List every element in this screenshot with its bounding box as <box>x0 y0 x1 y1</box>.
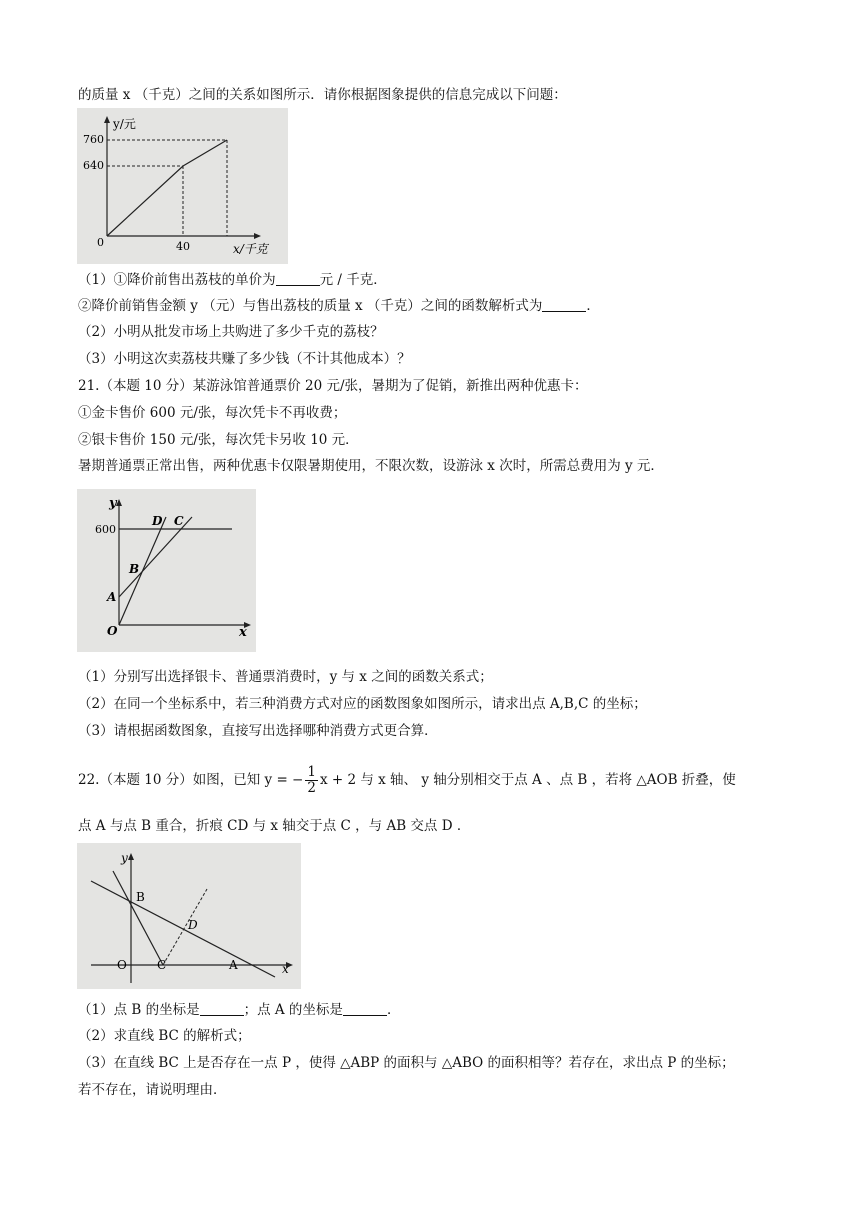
q20-x-axis-label: x/千克 <box>233 242 268 256</box>
q21-y-axis-label: y <box>109 496 117 511</box>
q22-point-b: B <box>136 890 145 904</box>
q22-part3-cont: 若不存在，请说明理由． <box>78 1082 227 1098</box>
q21-origin-label: O <box>107 624 118 638</box>
answer-blank[interactable] <box>200 1002 244 1016</box>
q22-point-a: A <box>229 958 238 972</box>
q20-part1b-end: ． <box>586 298 600 314</box>
q21-part2: （2）在同一个坐标系中，若三种消费方式对应的函数图象如图所示，请求出点 A,B,C 的坐标； <box>78 696 647 712</box>
q21-y-tick-600: 600 <box>95 523 116 536</box>
answer-blank[interactable] <box>276 272 320 286</box>
q21-graph <box>77 489 256 652</box>
q20-part2: （2）小明从批发市场上共购进了多少千克的荔枝？ <box>78 324 384 340</box>
q22-header <box>78 763 736 797</box>
q20-origin-label: 0 <box>97 236 104 249</box>
q21-part3: （3）请根据函数图象，直接写出选择哪种消费方式更合算． <box>78 723 438 739</box>
q20-part1b <box>78 297 600 315</box>
q20-part3: （3）小明这次卖荔枝共赚了多少钱（不计其他成本）？ <box>78 351 411 367</box>
q21-gold-card: ①金卡售价 600 元/张，每次凭卡不再收费； <box>78 405 347 421</box>
q22-origin-label: O <box>117 958 127 972</box>
q22-part1-text: （1）点 B 的坐标是 <box>78 1002 200 1018</box>
q21-part1: （1）分别写出选择银卡、普通票消费时，y 与 x 之间的函数关系式； <box>78 669 493 685</box>
q21-description: 暑期普通票正常出售，两种优惠卡仅限暑期使用，不限次数，设游泳 x 次时，所需总费用为 y 元． <box>78 458 664 474</box>
q20-part1a-unit: 元 / 千克． <box>319 272 387 288</box>
q21-silver-card: ②银卡售价 150 元/张，每次凭卡另收 10 元． <box>78 432 359 448</box>
q20-intro: 的质量 x （千克）之间的关系如图所示．请你根据图象提供的信息完成以下问题： <box>78 87 567 103</box>
q22-part1-mid: ；点 A 的坐标是 <box>243 1002 343 1018</box>
q22-x-axis-label: x <box>282 962 289 976</box>
q22-line2: 点 A 与点 B 重合，折痕 CD 与 x 轴交于点 C ，与 AB 交点 D ． <box>78 818 471 834</box>
q21-header: 21.（本题 10 分）某游泳馆普通票价 20 元/张，暑期为了促销，新推出两种优惠卡： <box>78 378 588 394</box>
q22-part3: （3）在直线 BC 上是否存在一点 P ，使得 △ABP 的面积与 △ABO 的面积相等？若存在，求出点 P 的坐标； <box>78 1055 735 1071</box>
answer-blank[interactable] <box>542 298 586 312</box>
q21-point-c: C <box>174 514 184 528</box>
q22-point-c: C <box>157 958 167 972</box>
q20-part1a <box>78 271 387 289</box>
answer-blank[interactable] <box>343 1002 387 1016</box>
q21-point-a: A <box>107 590 117 604</box>
q22-equation-tail: x + 2 与 x 轴、 y 轴分别相交于点 A 、点 B ，若将 △AOB 折叠，使 <box>319 772 736 788</box>
q21-point-b: B <box>129 562 140 576</box>
q20-part1b-text: ②降价前销售金额 y （元）与售出荔枝的质量 x （千克）之间的函数解析式为 <box>78 298 543 314</box>
q20-part1a-text: （1）①降价前售出荔枝的单价为 <box>78 272 276 288</box>
q22-equation-lead: 22.（本题 10 分）如图，已知 y = − <box>78 772 304 788</box>
q20-graph <box>77 108 288 264</box>
q22-graph <box>77 843 301 989</box>
q20-y-tick-760: 760 <box>83 133 104 146</box>
q21-point-d: D <box>152 514 163 528</box>
q22-part1 <box>78 1001 400 1019</box>
q22-y-axis-label: y <box>121 851 128 865</box>
fraction-one-half <box>305 765 318 796</box>
fraction-numerator: 1 <box>307 764 316 780</box>
q20-y-axis-label: y/元 <box>113 117 136 131</box>
q20-y-tick-640: 640 <box>83 159 104 172</box>
q20-x-tick-40: 40 <box>176 240 190 253</box>
q22-point-d: D <box>188 918 198 932</box>
q22-part1-end: ． <box>386 1002 401 1018</box>
q22-part2: （2）求直线 BC 的解析式； <box>78 1028 251 1044</box>
fraction-denominator: 2 <box>307 780 316 796</box>
q21-x-axis-label: x <box>239 625 247 640</box>
